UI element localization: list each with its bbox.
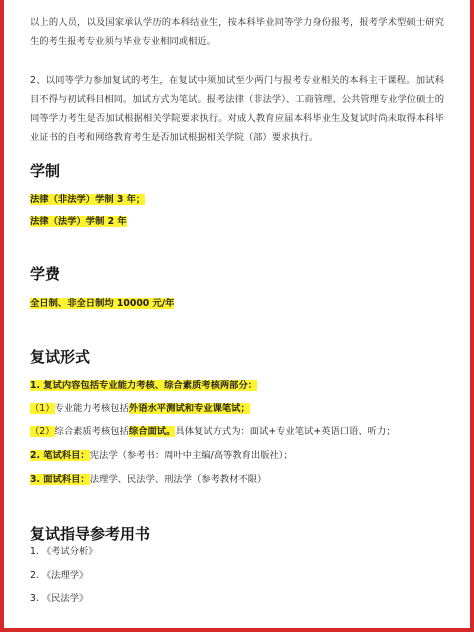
fushi-item-3-highlight: 综合面试。 xyxy=(128,426,176,437)
books-item-1: 1. 《考试分析》 xyxy=(30,546,98,557)
intro-paragraph-1: 以上的人员，以及国家承认学历的本科结业生，按本科毕业同等学力身份报考，报考学术型硕士研究生的考生报考专业须与毕业专业相同或相近。 xyxy=(30,17,444,47)
books-heading: 复试指导参考用书 xyxy=(30,525,151,543)
xuefei-item-1-row xyxy=(30,297,444,311)
fushi-item-2-text: 专业能力考核包括 xyxy=(54,403,129,414)
books-item-2-row xyxy=(30,569,444,583)
books-item-2: 2. 《法理学》 xyxy=(30,570,89,581)
fushi-item-5-row xyxy=(30,473,444,487)
xuefei-heading: 学费 xyxy=(30,265,61,283)
fushi-item-3-row xyxy=(30,425,444,439)
intro-section-2 xyxy=(30,71,444,147)
books-item-3: 3. 《民法学》 xyxy=(30,593,89,604)
fushi-item-4-label: 2. 笔试科目： xyxy=(30,450,90,461)
books-section xyxy=(30,524,444,544)
xuezhi-heading: 学制 xyxy=(30,162,61,180)
fushi-item-5-text: 法理学、民法学、刑法学（参考教材不限） xyxy=(89,474,267,485)
xuezhi-item-1: 法律（非法学）学制 3 年； xyxy=(30,194,146,205)
fushi-item-2-row xyxy=(30,402,444,416)
fushi-item-4-row xyxy=(30,449,444,463)
books-item-3-row xyxy=(30,592,444,606)
xuezhi-item-1-row xyxy=(30,193,444,207)
xuefei-section xyxy=(30,264,444,284)
fushi-item-4-text: 宪法学（参考书：周叶中主编/高等教育出版社）； xyxy=(89,450,293,461)
xuezhi-item-2: 法律（法学）学制 2 年 xyxy=(30,216,127,227)
fushi-item-1-row xyxy=(30,379,444,393)
fushi-item-3-prefix: （2） xyxy=(30,426,55,437)
fushi-heading: 复试形式 xyxy=(30,348,91,366)
intro-paragraph-2: 2、以同等学力参加复试的考生，在复试中须加试至少两门与报考专业相关的本科主干课程。加试科目不得与初试科目相同。加试方式为笔试。报考法律（非法学）、工商管理、公共管理专业学位硕士的同等学力考生是否加试根据相关学院要求执行。对成人教育应届本科毕业生及复试时尚未取得本科毕业证书的自考和网络教育考生是否加试根据相关学院（部）要求执行。 xyxy=(30,75,444,143)
books-item-1-row xyxy=(30,545,444,559)
intro-section xyxy=(30,13,444,51)
fushi-item-2-prefix: （1） xyxy=(30,403,55,414)
fushi-item-2-highlight: 外语水平测试和专业课笔试； xyxy=(128,403,250,414)
fushi-item-5-label: 3. 面试科目： xyxy=(30,474,90,485)
fushi-item-3-rest: 具体复试方式为：面试+专业笔试+英语口语、听力； xyxy=(175,426,396,437)
xuefei-item-1: 全日制、非全日制均 10000 元/年 xyxy=(30,298,175,309)
xuezhi-section xyxy=(30,161,444,181)
xuezhi-item-2-row xyxy=(30,215,444,229)
fushi-item-1: 1. 复试内容包括专业能力考核、综合素质考核两部分： xyxy=(30,380,258,391)
fushi-item-3-text: 综合素质考核包括 xyxy=(54,426,129,437)
fushi-section xyxy=(30,347,444,367)
